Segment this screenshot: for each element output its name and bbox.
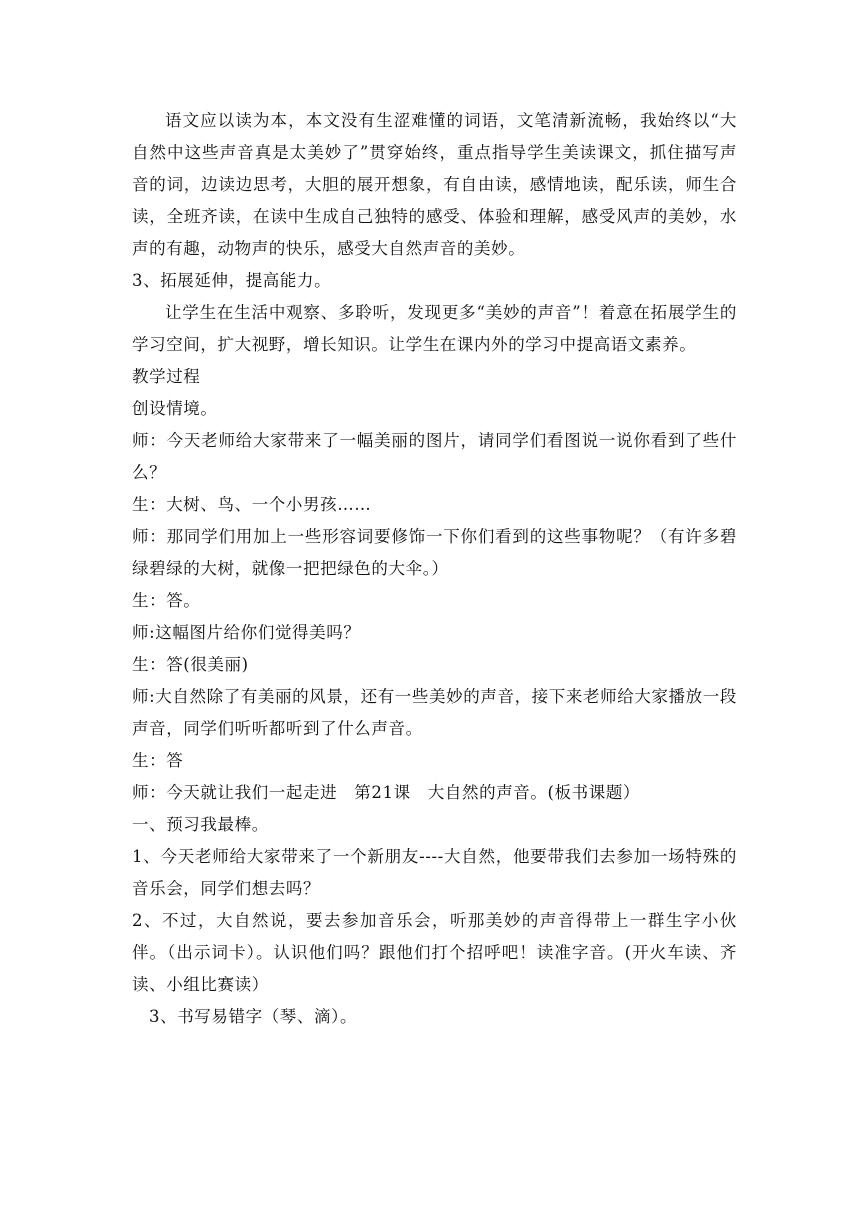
section-heading-extension: 3、拓展延伸，提高能力。	[132, 271, 332, 290]
document-body	[132, 105, 737, 1033]
dialogue-line: 生：答	[132, 751, 184, 770]
dialogue-line: 生：答。	[132, 591, 201, 610]
heading-teaching-process: 教学过程	[132, 367, 201, 386]
reflection-paragraph: 语文应以读为本，本文没有生涩难懂的词语，文笔清新流畅，我始终以“大自然中这些声音真是太美妙了”贯穿始终，重点指导学生美读课文，抓住描写声音的词，边读边思考，大胆的展开想象，有自由读，感情地读，配乐读，师生合读，全班齐读，在读中生成自己独特的感受、体验和理解，感受风声的美妙，水声的有趣，动物声的快乐，感受大自然声音的美妙。	[132, 111, 737, 258]
dialogue-line: 生：大树、鸟、一个小男孩……	[132, 495, 372, 514]
dialogue-line: 生：答(很美丽)	[132, 655, 249, 674]
dialogue-line: 师:大自然除了有美丽的风景，还有一些美妙的声音，接下来老师给大家播放一段声音，同学们听听都听到了什么声音。	[132, 687, 737, 738]
extension-paragraph: 让学生在生活中观察、多聆听，发现更多“美妙的声音”！着意在拓展学生的学习空间，扩大视野，增长知识。让学生在课内外的学习中提高语文素养。	[132, 303, 737, 354]
heading-create-scene: 创设情境。	[132, 399, 218, 418]
section-heading-preview: 一、预习我最棒。	[132, 815, 269, 834]
list-item: 2、不过，大自然说，要去参加音乐会，听那美妙的声音得带上一群生字小伙伴。（出示词卡）。认识他们吗？跟他们打个招呼吧！读准字音。(开火车读、齐读、小组比赛读）	[132, 911, 737, 994]
dialogue-line: 师：今天就让我们一起走进 第21课 大自然的声音。(板书课题）	[132, 783, 641, 802]
dialogue-line: 师：今天老师给大家带来了一幅美丽的图片，请同学们看图说一说你看到了些什么？	[132, 431, 737, 482]
list-item: 1、今天老师给大家带来了一个新朋友----大自然，他要带我们去参加一场特殊的音乐会，同学们想去吗？	[132, 847, 737, 898]
dialogue-line: 师：那同学们用加上一些形容词要修饰一下你们看到的这些事物呢？（有许多碧绿碧绿的大树，就像一把把绿色的大伞。）	[132, 527, 737, 578]
dialogue-line: 师:这幅图片给你们觉得美吗？	[132, 623, 361, 642]
list-item: 3、书写易错字（琴、滴）。	[149, 1007, 358, 1026]
